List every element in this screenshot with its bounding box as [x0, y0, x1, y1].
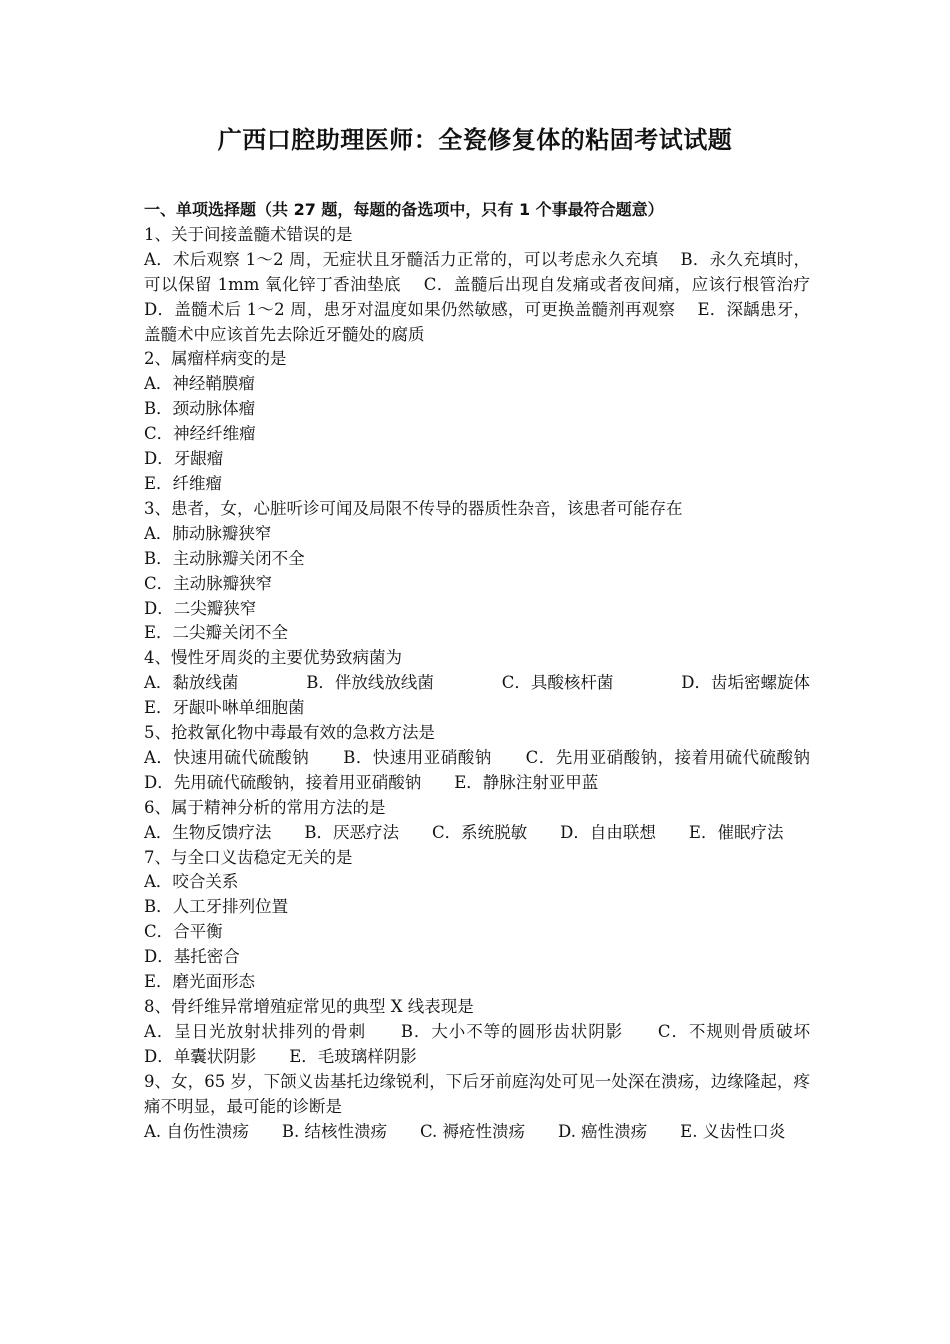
question-3-option-b: B．主动脉瓣关闭不全	[144, 548, 305, 568]
question-3-option-c: C．主动脉瓣狭窄	[144, 573, 273, 593]
question-2-option-b: B．颈动脉体瘤	[144, 399, 256, 419]
question-5-options: A．快速用硫代硫酸钠 B．快速用亚硝酸钠 C．先用亚硝酸钠，接着用硫代硫酸钠 D．先用硫代硫酸钠，接着用亚硝酸钠 E．静脉注射亚甲蓝	[144, 747, 843, 792]
question-2-option-a: A．神经鞘膜瘤	[144, 374, 255, 394]
exam-content	[144, 198, 843, 1144]
question-4-option-a: A．黏放线菌	[144, 673, 239, 693]
section-heading: 一、单项选择题（共 27 题，每题的备选项中，只有 1 个事最符合题意）	[144, 200, 664, 219]
question-3-option-d: D．二尖瓣狭窄	[144, 598, 257, 618]
question-4-stem: 4、慢性牙周炎的主要优势致病菌为	[144, 648, 402, 668]
question-7-stem: 7、与全口义齿稳定无关的是	[144, 847, 353, 867]
question-2-stem: 2、属瘤样病变的是	[144, 349, 287, 369]
question-9-options: A. 自伤性溃疡 B. 结核性溃疡 C. 褥疮性溃疡 D. 癌性溃疡 E. 义齿性口炎	[144, 1121, 786, 1141]
question-6-options: A．生物反馈疗法 B．厌恶疗法 C．系统脱敏 D．自由联想 E．催眠疗法	[144, 822, 784, 842]
question-4-option-e: E．牙龈卟啉单细胞菌	[144, 698, 305, 718]
question-9-stem: 9、女，65 岁，下颌义齿基托边缘锐利，下后牙前庭沟处可见一处深在溃疡，边缘隆起，疼痛不明显，最可能的诊断是	[144, 1071, 810, 1116]
question-7-option-b: B．人工牙排列位置	[144, 897, 289, 917]
question-7-option-a: A．咬合关系	[144, 872, 239, 892]
question-7-option-c: C．合平衡	[144, 922, 223, 942]
question-4-option-b: B．伴放线放线菌	[306, 673, 434, 693]
question-3-stem: 3、患者，女，心脏听诊可闻及局限不传导的器质性杂音，该患者可能存在	[144, 498, 683, 518]
question-8-options: A．呈日光放射状排列的骨刺 B．大小不等的圆形齿状阴影 C．不规则骨质破坏 D．单囊状阴影 E．毛玻璃样阴影	[144, 1021, 843, 1066]
question-2-option-d: D．牙龈瘤	[144, 449, 224, 469]
question-3-option-e: E．二尖瓣关闭不全	[144, 623, 289, 643]
question-5-stem: 5、抢救氰化物中毒最有效的急救方法是	[144, 723, 435, 743]
question-7-option-d: D．基托密合	[144, 947, 240, 967]
question-1-options: A．术后观察 1～2 周，无症状且牙髓活力正常的，可以考虑永久充填 B．永久充填时，可以保留 1mm 氧化锌丁香油垫底 C．盖髓后出现自发痛或者夜间痛，应该行根管治疗 D．盖髓术后 1～2 周，患牙对温度如果仍然敏感，可更换盖髓剂再观察 E．深龋患牙，盖髓术中应该首先去除近牙髓处的腐质	[144, 249, 832, 344]
question-8-stem: 8、骨纤维异常增殖症常见的典型 X 线表现是	[144, 997, 474, 1016]
question-2-option-e: E．纤维瘤	[144, 473, 223, 493]
question-4-options-row	[144, 671, 810, 696]
page-title: 广西口腔助理医师：全瓷修复体的粘固考试试题	[217, 126, 733, 154]
question-3-option-a: A．肺动脉瓣狭窄	[144, 523, 272, 543]
question-1-stem: 1、关于间接盖髓术错误的是	[144, 224, 353, 244]
question-7-option-e: E．磨光面形态	[144, 972, 256, 992]
question-2-option-c: C．神经纤维瘤	[144, 424, 256, 444]
question-6-stem: 6、属于精神分析的常用方法的是	[144, 797, 386, 817]
question-4-option-d: D．齿垢密螺旋体	[681, 673, 810, 693]
question-4-option-c: C．具酸核杆菌	[501, 673, 614, 693]
